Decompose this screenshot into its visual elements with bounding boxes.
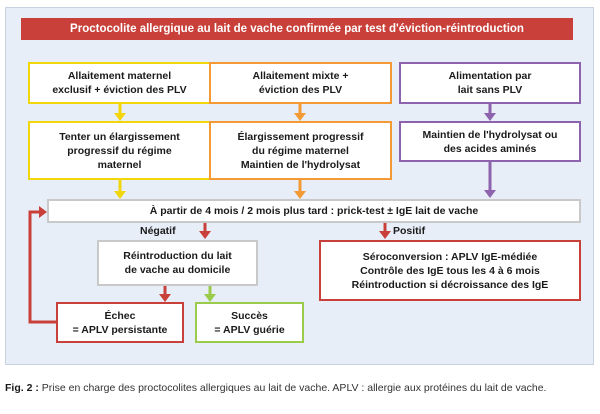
arrow-positif	[379, 222, 391, 239]
arrow-negatif	[199, 222, 211, 239]
figure-caption	[5, 381, 595, 395]
diagram-title: Proctocolite allergique au lait de vache confirmée par test d'éviction-réintroduction	[21, 18, 573, 40]
box-seroconversion: Séroconversion : APLV IgE-médiée Contrôle des IgE tous les 4 à 6 mois Réintroduction si décroissance des IgE	[319, 240, 581, 301]
box-reintroduction: Réintroduction du lait de vache au domicile	[97, 240, 258, 286]
caption-prefix: Fig. 2 :	[5, 382, 39, 394]
arrow-orange-1	[294, 104, 306, 121]
box-maintien-hydrolysat: Maintien de l'hydrolysat ou des acides aminés	[399, 121, 581, 162]
arrow-loop-back	[30, 206, 56, 322]
box-prick-test: À partir de 4 mois / 2 mois plus tard : prick-test ± IgE lait de vache	[47, 199, 581, 223]
label-positif: Positif	[393, 225, 426, 237]
box-alimentation-lait: Alimentation par lait sans PLV	[399, 62, 581, 104]
box-tenter-elargissement: Tenter un élargissement progressif du régime maternel	[28, 121, 211, 180]
arrow-orange-2	[294, 180, 306, 199]
arrow-yellow-2	[114, 180, 126, 199]
box-echec: Échec = APLV persistante	[56, 302, 184, 343]
box-allaitement-exclusif: Allaitement maternel exclusif + éviction des PLV	[28, 62, 211, 104]
arrow-yellow-1	[114, 104, 126, 121]
arrow-echec	[159, 286, 171, 302]
arrow-purple-1	[484, 104, 496, 121]
label-negatif: Négatif	[140, 225, 176, 237]
box-elargissement-progressif: Élargissement progressif du régime maternel Maintien de l'hydrolysat	[209, 121, 392, 180]
arrow-purple-2	[484, 162, 496, 198]
box-succes: Succès = APLV guérie	[195, 302, 304, 343]
caption-text: Prise en charge des proctocolites allergiques au lait de vache. APLV : allergie aux protéines du lait de vache.	[38, 382, 547, 394]
arrow-succes	[204, 286, 216, 302]
box-allaitement-mixte: Allaitement mixte + éviction des PLV	[209, 62, 392, 104]
